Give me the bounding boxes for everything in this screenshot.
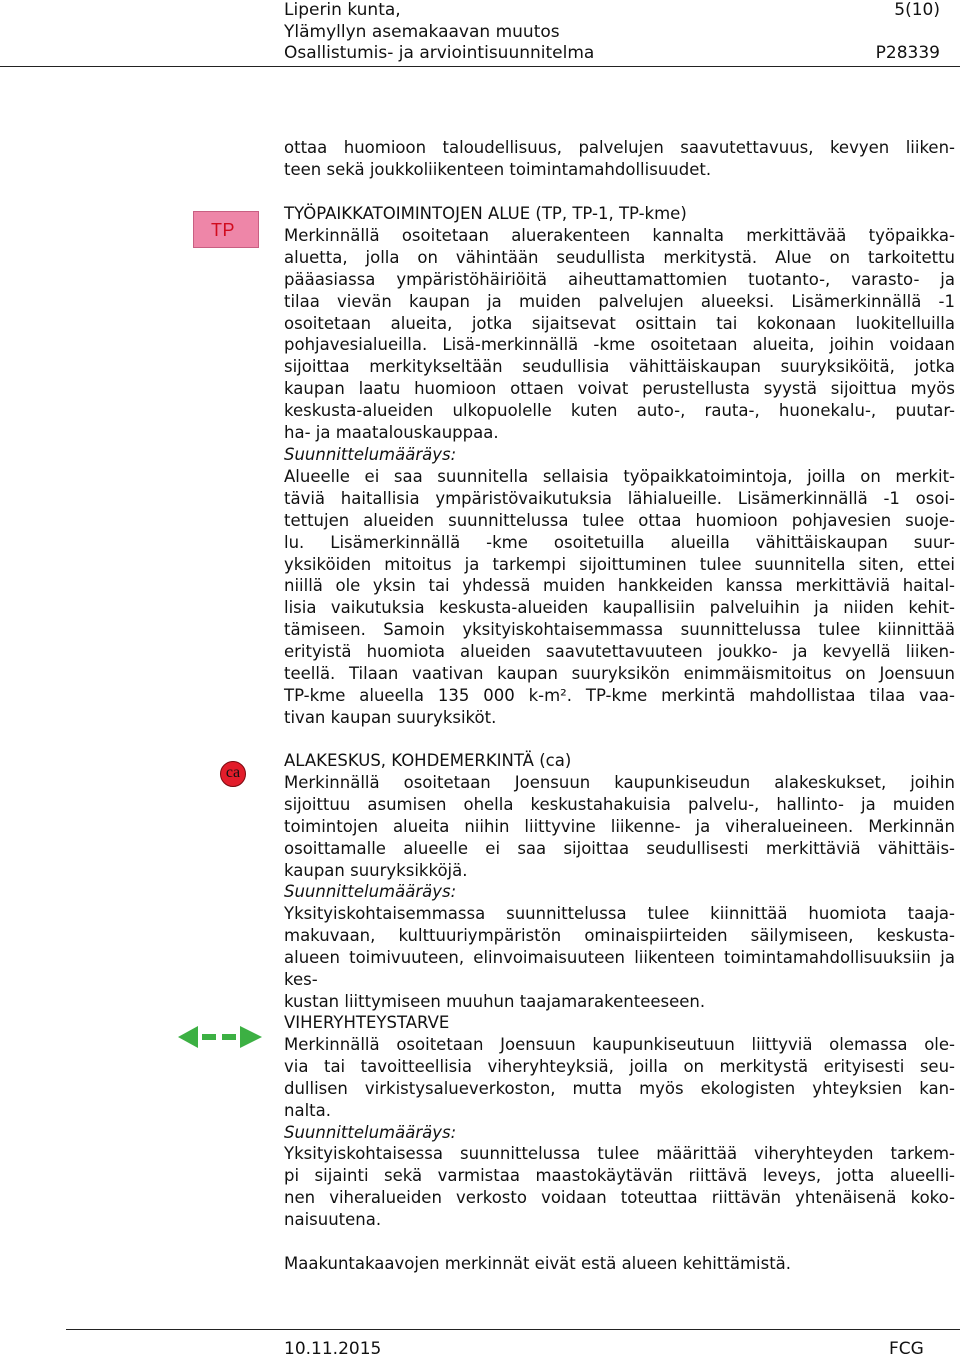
section-title: TYÖPAIKKATOIMINTOJEN ALUE (TP, TP-1, TP-kme)	[284, 204, 687, 223]
header-municipality: Liperin kunta,	[284, 0, 401, 20]
text-line: tettujen alueiden suunnittelussa tulee ottaa huomioon pohjavesien suoje-	[284, 510, 955, 530]
arrow-right-head	[240, 1026, 262, 1048]
text-line: Yksityiskohtaisemmassa suunnittelussa tulee kiinnittää huomiota taaja-	[284, 904, 955, 924]
text-line: dullisen virkistysalueverkoston, mutta myös ekologisten yhteyksien kan-	[284, 1078, 955, 1098]
text-line: sijoittuu asumisen ohella keskustahakuisia palvelu-, hallinto- ja muiden	[284, 794, 955, 814]
header-document-title: Osallistumis- ja arviointisuunnitelma	[284, 43, 595, 63]
text-line: tilaa vievän kaupan ja muiden palvelujen alueeksi. Lisämerkinnällä -1	[284, 291, 955, 311]
text-line: naisuutena.	[284, 1210, 382, 1230]
text-line: pi sijainti sekä varmistaa maastokäytävän riittävä leveys, jotta alueelli-	[284, 1166, 955, 1186]
section-title: ALAKESKUS, KOHDEMERKINTÄ (ca)	[284, 751, 572, 770]
green-corridor-arrow-icon	[178, 1023, 264, 1051]
text-line: makuvaan, kulttuuriympäristön ominaispiirteiden säilymiseen, keskusta-	[284, 926, 955, 946]
header-plan-title: Ylämyllyn asemakaavan muutos	[284, 22, 560, 42]
section-title: VIHERYHTEYSTARVE	[284, 1013, 450, 1032]
text-line: erityistä huomiota alueiden saavutettavuuteen joukko- ja kevyellä liiken-	[284, 642, 955, 662]
project-code: P28339	[875, 43, 940, 63]
text-line: Merkinnällä osoitetaan Joensuun kaupunkiseutuun liittyviä olemassa ole-	[284, 1034, 955, 1054]
text-line: lisia vaikutuksia keskusta-alueiden kaupallisiin palveluihin ja niiden kehit-	[284, 598, 955, 618]
text-line: Merkinnällä osoitetaan aluerakenteen kannalta merkittävää työpaikka-	[284, 225, 955, 245]
text-line: teellä. Tilaan vaativan kaupan suuryksikön enimmäismitoitus on Joensuun	[284, 664, 955, 684]
text-line: Alueelle ei saa suunnitella sellaisia työpaikkatoimintoja, joilla on merkit-	[284, 466, 955, 486]
arrow-left-head	[178, 1026, 198, 1048]
text-line: yksiköiden mitoitus ja tarkempi sijoittuminen tulee suunnitella siten, ettei	[284, 554, 955, 574]
text-line: aluetta, jolla on vähintään seudullista merkitystä. Alue on tarkoitettu	[284, 247, 955, 267]
tp-section	[284, 203, 955, 729]
text-line: ottaa huomioon taloudellisuus, palvelujen saavutettavuus, kevyen liiken-	[284, 138, 955, 157]
text-line: kaupan suuryksikköjä.	[284, 860, 468, 880]
ca-symbol-label: ca	[225, 764, 241, 781]
text-line: toimintojen alueita niihin liittyvine liikenne- ja viheralueineen. Merkinnän	[284, 816, 955, 836]
text-line: ha- ja maatalouskauppaa.	[284, 423, 499, 443]
text-line: osoittamalle alueelle ei saa sijoittaa seudullisesti merkittäviä vähittäis-	[284, 838, 955, 858]
page-number: 5(10)	[894, 0, 940, 20]
text-line: Merkinnällä osoitetaan Joensuun kaupunkiseudun alakeskukset, joihin	[284, 772, 955, 792]
footer-rule	[66, 1329, 960, 1330]
text-line: tivan kaupan suuryksiköt.	[284, 707, 497, 727]
text-line: Yksityiskohtaisessa suunnittelussa tulee määrittää viheryhteyden tarkem-	[284, 1144, 955, 1164]
text-line: tämiseen. Samoin yksityiskohtaisemmassa suunnittelussa tulee kiinnittää	[284, 620, 955, 640]
text-line: nen viheralueiden verkosto voidaan toteuttaa riittävän yhtenäisenä koko-	[284, 1188, 955, 1208]
regulation-label: Suunnittelumääräys:	[284, 444, 457, 464]
text-line: via tai tavoitteellisia viheryhteyksiä, joilla on merkitystä erityisesti seu-	[284, 1056, 955, 1076]
closing-paragraph	[284, 1253, 955, 1275]
arrow-dash	[202, 1034, 216, 1040]
regulation-label: Suunnittelumääräys:	[284, 1122, 457, 1142]
arrow-dash	[222, 1034, 236, 1040]
text-line: niillä ole yksin tai yhdessä muiden hankkeiden kanssa merkittäviä haital-	[284, 576, 955, 596]
text-line: osoitetaan alueita, jotka sijaitsevat osittain tai kokonaan luokitelluilla	[284, 313, 955, 333]
text-line: lu. Lisämerkinnällä -kme osoitetuilla alueilla vähittäiskaupan suur-	[284, 532, 955, 552]
text-line: nalta.	[284, 1100, 331, 1120]
text-line: TP-kme alueella 135 000 k-m². TP-kme merkintä mahdollistaa tilaa vaa-	[284, 685, 955, 705]
text-line: keskusta-alueiden ulkopuolelle kuten auto-, rauta-, huonekalu-, puutar-	[284, 401, 955, 421]
text-line: kaupan laatu huomioon ottaen voivat perustellusta syystä sijoittua myös	[284, 379, 955, 399]
text-line: teen sekä joukkoliikenteen toimintamahdollisuudet.	[284, 159, 712, 179]
vihery-section	[284, 1012, 955, 1231]
tp-symbol-label: TP	[211, 220, 236, 240]
text-line: alueen toimivuuteen, elinvoimaisuuteen liikenteen toimintamahdollisuuksiin ja kes-	[284, 948, 955, 990]
text-line: kustan liittymiseen muuhun taajamarakenteeseen.	[284, 991, 706, 1011]
text-line: sijoittaa merkitykseltään seudullisia vähittäiskaupan suuryksiköitä, jotka	[284, 357, 955, 377]
text-line: pohjavesialueilla. Lisä-merkinnällä -kme osoitetaan alueita, joihin voidaan	[284, 335, 955, 355]
text-line: täviä haitallisia ympäristövaikutuksia lähialueille. Lisämerkinnällä -1 osoi-	[284, 488, 955, 508]
text-line: Maakuntakaavojen merkinnät eivät estä alueen kehittämistä.	[284, 1254, 792, 1273]
intro-paragraph	[284, 137, 955, 181]
ca-section	[284, 750, 955, 1013]
text-line: pääasiassa ympäristöhäiriöitä aiheuttamattomien tuotanto-, varasto- ja	[284, 269, 955, 289]
header-rule	[0, 66, 960, 67]
footer-company: FCG	[889, 1339, 924, 1359]
footer-date: 10.11.2015	[284, 1339, 382, 1359]
regulation-label: Suunnittelumääräys:	[284, 882, 457, 902]
